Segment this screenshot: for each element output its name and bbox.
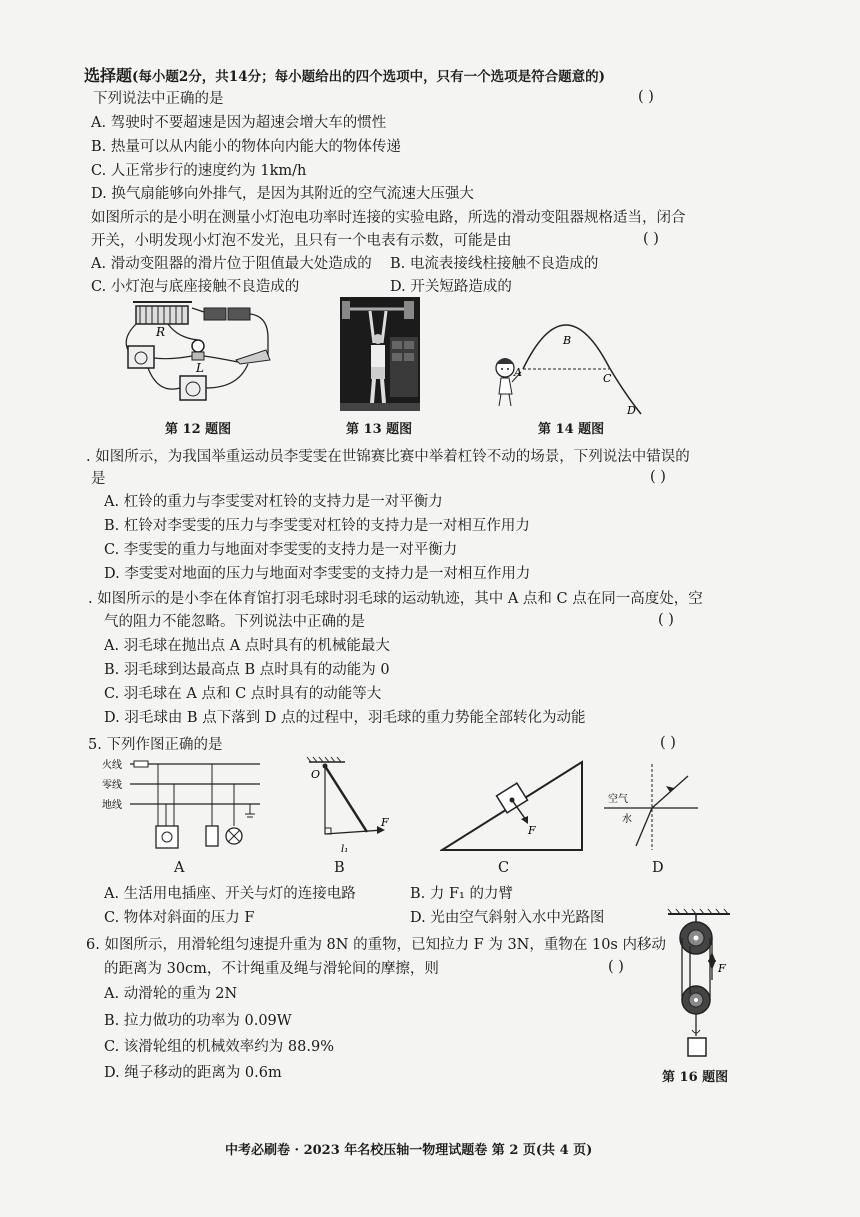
q16-stem-1: 6. 如图所示，用滑轮组匀速提升重为 8N 的重物，已知拉力 F 为 3N，重物在 10s 内移动 [86, 937, 666, 953]
fig16-pulley-diagram [664, 908, 736, 1064]
q16-bracket: ( ) [608, 959, 624, 975]
fig14-point-d: D [627, 404, 636, 417]
q14-option-d: D. 羽毛球由 B 点下落到 D 点的过程中，羽毛球的重力势能全部转化为动能 [104, 710, 586, 726]
q10-option-a: A. 驾驶时不要超速是因为超速会增大车的惯性 [91, 115, 387, 131]
q11-bracket: ( ) [643, 231, 659, 247]
q16-option-c: C. 该滑轮组的机械效率约为 88.9% [104, 1039, 334, 1055]
q14-bracket: ( ) [658, 612, 674, 628]
fig15a-household-circuit [100, 756, 270, 852]
q16-stem-2: 的距离为 30cm，不计绳重及绳与滑轮间的摩擦，则 [104, 961, 439, 977]
q14-option-c: C. 羽毛球在 A 点和 C 点时具有的动能等大 [104, 686, 382, 702]
q11-option-a: A. 滑动变阻器的滑片位于阻值最大处造成的 [91, 256, 372, 272]
q13-option-c: C. 李雯雯的重力与地面对李雯雯的支持力是一对平衡力 [104, 542, 458, 558]
q15-bracket: ( ) [660, 735, 676, 751]
page-footer: 中考必刷卷 · 2023 年名校压轴一物理试题卷 第 2 页(共 4 页) [225, 1143, 593, 1158]
q16-option-d: D. 绳子移动的距离为 0.6m [104, 1065, 282, 1081]
q13-bracket: ( ) [650, 469, 666, 485]
section-heading: 选择题(每小题2分，共14分；每小题给出的四个选项中，只有一个选项是符合题意的) [84, 66, 605, 85]
fig15d-label-water: 水 [622, 814, 632, 825]
q13-stem-1: . 如图所示，为我国举重运动员李雯雯在世锦赛比赛中举着杠铃不动的场景，下列说法中错误的 [86, 449, 690, 465]
fig16-force-f: F [718, 962, 726, 975]
q14-stem-2: 气的阻力不能忽略。下列说法中正确的是 [104, 614, 365, 630]
q11-stem-1: 如图所示的是小明在测量小灯泡电功率时连接的实验电路，所选的滑动变阻器规格适当，闭合 [91, 210, 686, 226]
fig15c-label: C [498, 860, 510, 876]
fig15c-incline-diagram [440, 758, 585, 853]
q15-option-a: A. 生活用电插座、开关与灯的连接电路 [104, 886, 356, 902]
fig15a-wire-live: 火线 [102, 760, 122, 771]
q14-stem-1: . 如图所示的是小李在体育馆打羽毛球时羽毛球的运动轨迹，其中 A 点和 C 点在同一高度处，空 [88, 591, 703, 607]
fig14-point-c: C [603, 372, 612, 385]
fig12-label-r: R [156, 325, 166, 339]
q15-option-c: C. 物体对斜面的压力 F [104, 910, 255, 926]
q10-option-b: B. 热量可以从内能小的物体向内能大的物体传递 [91, 139, 401, 155]
fig12-caption: 第 12 题图 [165, 422, 232, 437]
fig15d-refraction-diagram [600, 760, 700, 852]
q11-option-c: C. 小灯泡与底座接触不良造成的 [91, 279, 300, 295]
q10-option-c: C. 人正常步行的速度约为 1km/h [91, 163, 307, 179]
q15-stem: 5. 下列作图正确的是 [88, 737, 223, 753]
q10-stem: 下列说法中正确的是 [93, 91, 224, 107]
fig15b-lever-diagram [305, 756, 395, 856]
q13-stem-2: 是 [91, 471, 106, 487]
fig15b-pivot-o: O [311, 768, 321, 781]
q15-option-b: B. 力 F₁ 的力臂 [410, 886, 513, 902]
fig13-weightlifter-photo [340, 297, 420, 411]
fig16-caption: 第 16 题图 [662, 1070, 729, 1085]
q15-option-d: D. 光由空气斜射入水中光路图 [410, 910, 605, 926]
fig15d-label: D [652, 860, 664, 876]
fig15a-wire-neutral: 零线 [102, 780, 122, 791]
fig13-caption: 第 13 题图 [346, 422, 413, 437]
q10-option-d: D. 换气扇能够向外排气，是因为其附近的空气流速大压强大 [91, 186, 474, 202]
fig14-caption: 第 14 题图 [538, 422, 605, 437]
fig12-circuit-diagram [118, 298, 278, 413]
q10-bracket: ( ) [638, 89, 654, 105]
q14-option-b: B. 羽毛球到达最高点 B 点时具有的动能为 0 [104, 662, 390, 678]
fig14-trajectory-diagram [485, 322, 660, 417]
fig15b-arm-l1: l₁ [341, 844, 349, 855]
q13-option-b: B. 杠铃对李雯雯的压力与李雯雯对杠铃的支持力是一对相互作用力 [104, 518, 530, 534]
fig12-label-l: L [196, 361, 204, 375]
fig15a-label: A [174, 860, 185, 876]
q11-option-d: D. 开关短路造成的 [390, 279, 512, 295]
fig15b-label: B [334, 860, 345, 876]
q14-option-a: A. 羽毛球在抛出点 A 点时具有的机械能最大 [104, 638, 390, 654]
fig15a-wire-earth: 地线 [102, 800, 122, 811]
q11-stem-2: 开关，小明发现小灯泡不发光，且只有一个电表有示数，可能是由 [91, 233, 512, 249]
fig15c-force-f: F [528, 824, 536, 837]
q11-option-b: B. 电流表接线柱接触不良造成的 [390, 256, 599, 272]
fig15b-force-f: F [381, 816, 389, 829]
q16-option-b: B. 拉力做功的功率为 0.09W [104, 1013, 292, 1029]
fig14-point-b: B [563, 334, 572, 347]
q13-option-a: A. 杠铃的重力与李雯雯对杠铃的支持力是一对平衡力 [104, 494, 443, 510]
q13-option-d: D. 李雯雯对地面的压力与地面对李雯雯的支持力是一对相互作用力 [104, 566, 531, 582]
q16-option-a: A. 动滑轮的重为 2N [104, 986, 238, 1002]
fig14-point-a: A [514, 366, 522, 379]
fig15d-label-air: 空气 [608, 794, 628, 805]
